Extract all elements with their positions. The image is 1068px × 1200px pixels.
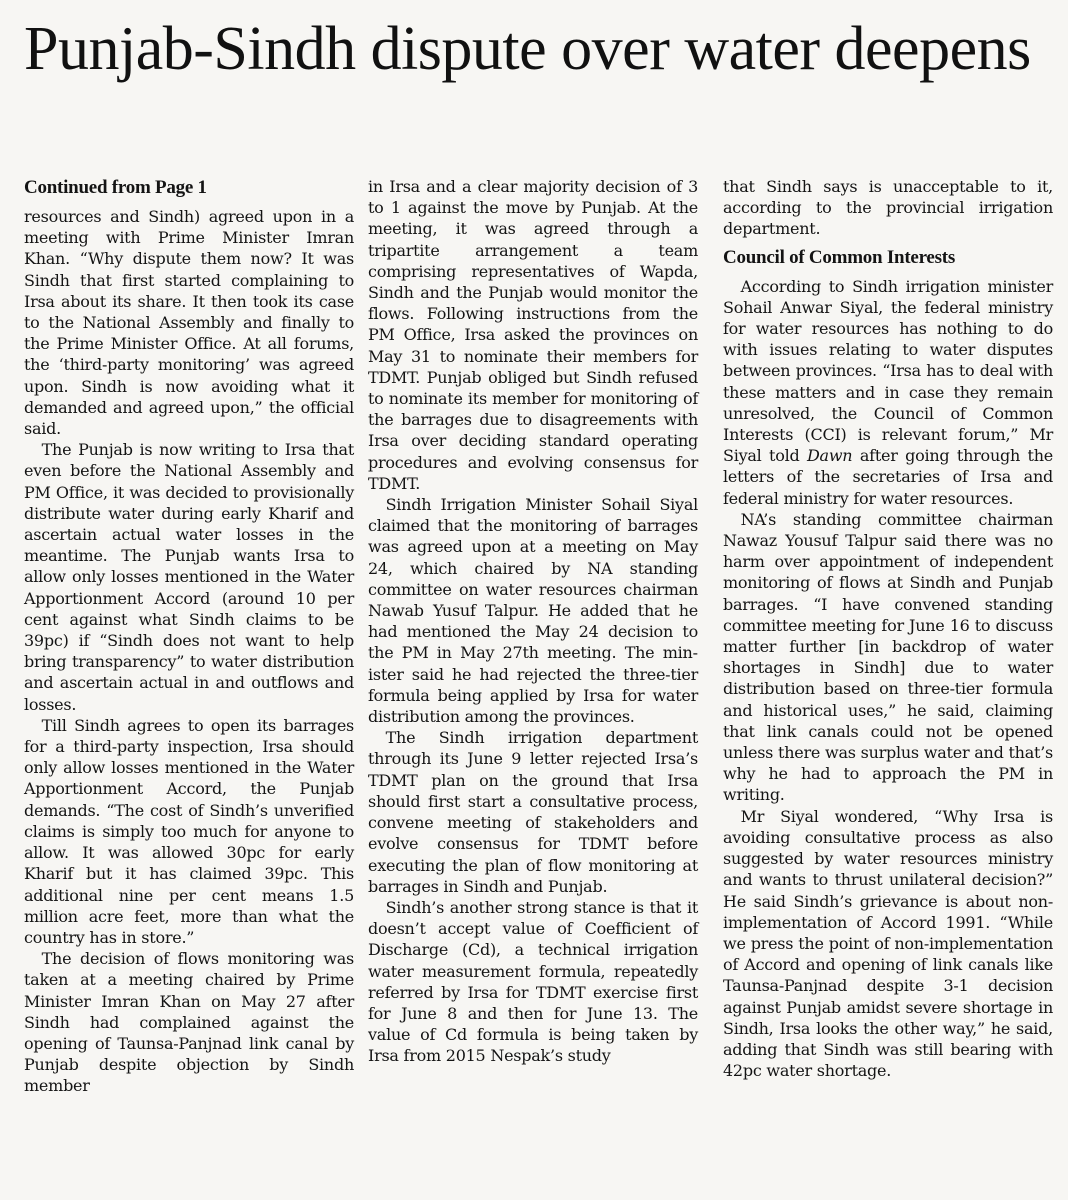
publication-name: Dawn — [806, 446, 853, 466]
paragraph: The Punjab is now writing to Irsa that even before the National Assembly and PM Office, it was decided to provisionally distribute water during early Kharif and ascertain actual water losses in the meantime. The Punjab wants Irsa to allow only losses mentioned in the Water Apportionment Accord (around 10 per cent against what Sindh claims to be 39pc) if “Sindh does not want to help bring transparency” to water distribution and ascertain actual in and outflows and losses. — [24, 440, 354, 714]
paragraph: Mr Siyal wondered, “Why Irsa is avoiding consultative process as also suggested by water resources ministry and wants to thrust unilateral decision?” He said Sindh’s grievance is about non-implementation of Accord 1991. “While we press the point of non-implementation of Accord and opening of link canals like Taunsa-Panjnad despite 3-1 decision against Punjab amidst severe shortage in Sindh, Irsa looks the other way,” he said, adding that Sindh was still bearing with 42pc water shortage. — [723, 806, 1053, 1081]
paragraph: NA’s standing committee chairman Nawaz Yousuf Talpur said there was no harm over appointment of independent monitoring of flows at Sindh and Punjab barrages. “I have convened standing committee meeting for June 16 to discuss matter further [in backdrop of water shortages in Sindh] due to water distribution based on three-tier formula and historical uses,” he said, claiming that link canals could not be opened unless there was surplus water and that’s why he had to approach the PM in writing. — [723, 509, 1053, 805]
continued-from-label: Continued from Page 1 — [24, 177, 207, 198]
paragraph — [723, 276, 1053, 509]
article-column-2 — [368, 176, 698, 1067]
paragraph: that Sindh says is unacceptable to it, according to the provincial irrigation department. — [723, 177, 1053, 239]
paragraph: The decision of flows monitoring was taken at a meeting chaired by Prime Minister Imran Khan on May 27 after Sindh had complained against the opening of Taunsa-Panjnad link canal by Punjab despite objection by Sindh member — [24, 949, 354, 1096]
paragraph: Till Sindh agrees to open its barrages for a third-party inspection, Irsa should only allow losses mentioned in the Water Apportionment Accord, the Punjab demands. “The cost of Sindh’s unverified claims is simply too much for anyone to allow. It was allowed 30pc for early Kharif but it has claimed 39pc. This additional nine per cent means 1.5 million acre feet, more than what the country has in store.” — [24, 715, 354, 947]
article-column-1 — [24, 176, 354, 1097]
paragraph: The Sindh irrigation department through its June 9 letter rejected Irsa’s TDMT plan on the ground that Irsa should first start a consultative process, convene meeting of stakeholders and evolve consensus for TDMT before executing the plan of flow monitoring at barrages in Sindh and Punjab. — [368, 728, 698, 896]
headline: Punjab-Sindh dispute over water deepens — [24, 15, 1031, 83]
paragraph: resources and Sindh) agreed upon in a meeting with Prime Minister Imran Khan. “Why dispute them now? It was Sindh that first started complaining to Irsa about its share. It then took its case to the National Assembly and finally to the Prime Minister Office. At all forums, the ‘third-party monitoring’ was agreed upon. Sindh is now avoiding what it demanded and agreed upon,” the official said. — [24, 207, 354, 439]
paragraph-text: According to Sindh irrigation minister Sohail Anwar Siyal, the federal ministry for water resources has nothing to do with issues relating to water disputes between provinces. “Irsa has to deal with these matters and in case they remain unresolved, the Council of Common Interests (CCI) is relevant forum,” Mr Siyal told — [723, 276, 1053, 466]
paragraph-text: after going through the letters of the secretaries of Irsa and federal ministry for water resources. — [723, 446, 1053, 508]
article-column-3 — [723, 176, 1053, 1081]
paragraph: Sindh’s another strong stance is that it doesn’t accept value of Coefficient of Discharge (Cd), a technical irrigation water measurement formula, repeatedly referred by Irsa for TDMT exercise first for June 8 and then for June 13. The value of Cd formula is being taken by Irsa from 2015 Nespak’s study — [368, 897, 698, 1066]
paragraph: in Irsa and a clear majority decision of 3 to 1 against the move by Punjab. At the meeting, it was agreed through a tripartite arrangement a team comprising representatives of Wapda, Sindh and the Punjab would monitor the flows. Following instructions from the PM Office, Irsa asked the provinces on May 31 to nominate their members for TDMT. Punjab obliged but Sindh refused to nominate its member for monitoring of the barrages due to disagreements with Irsa over deciding standard operating procedures and evolving consensus for TDMT. — [368, 177, 698, 493]
section-subheading: Council of Common Interests — [723, 246, 955, 268]
paragraph: Sindh Irrigation Minister Sohail Siyal claimed that the monitoring of barrages was agreed upon at a meeting on May 24, which chaired by NA standing committee on water resources chairman Nawab Yusuf Talpur. He added that he had mentioned the May 24 decision to the PM in May 27th meeting. The minister said he had rejected the three-tier formula being applied by Irsa for water distribution among the provinces. — [368, 495, 698, 727]
